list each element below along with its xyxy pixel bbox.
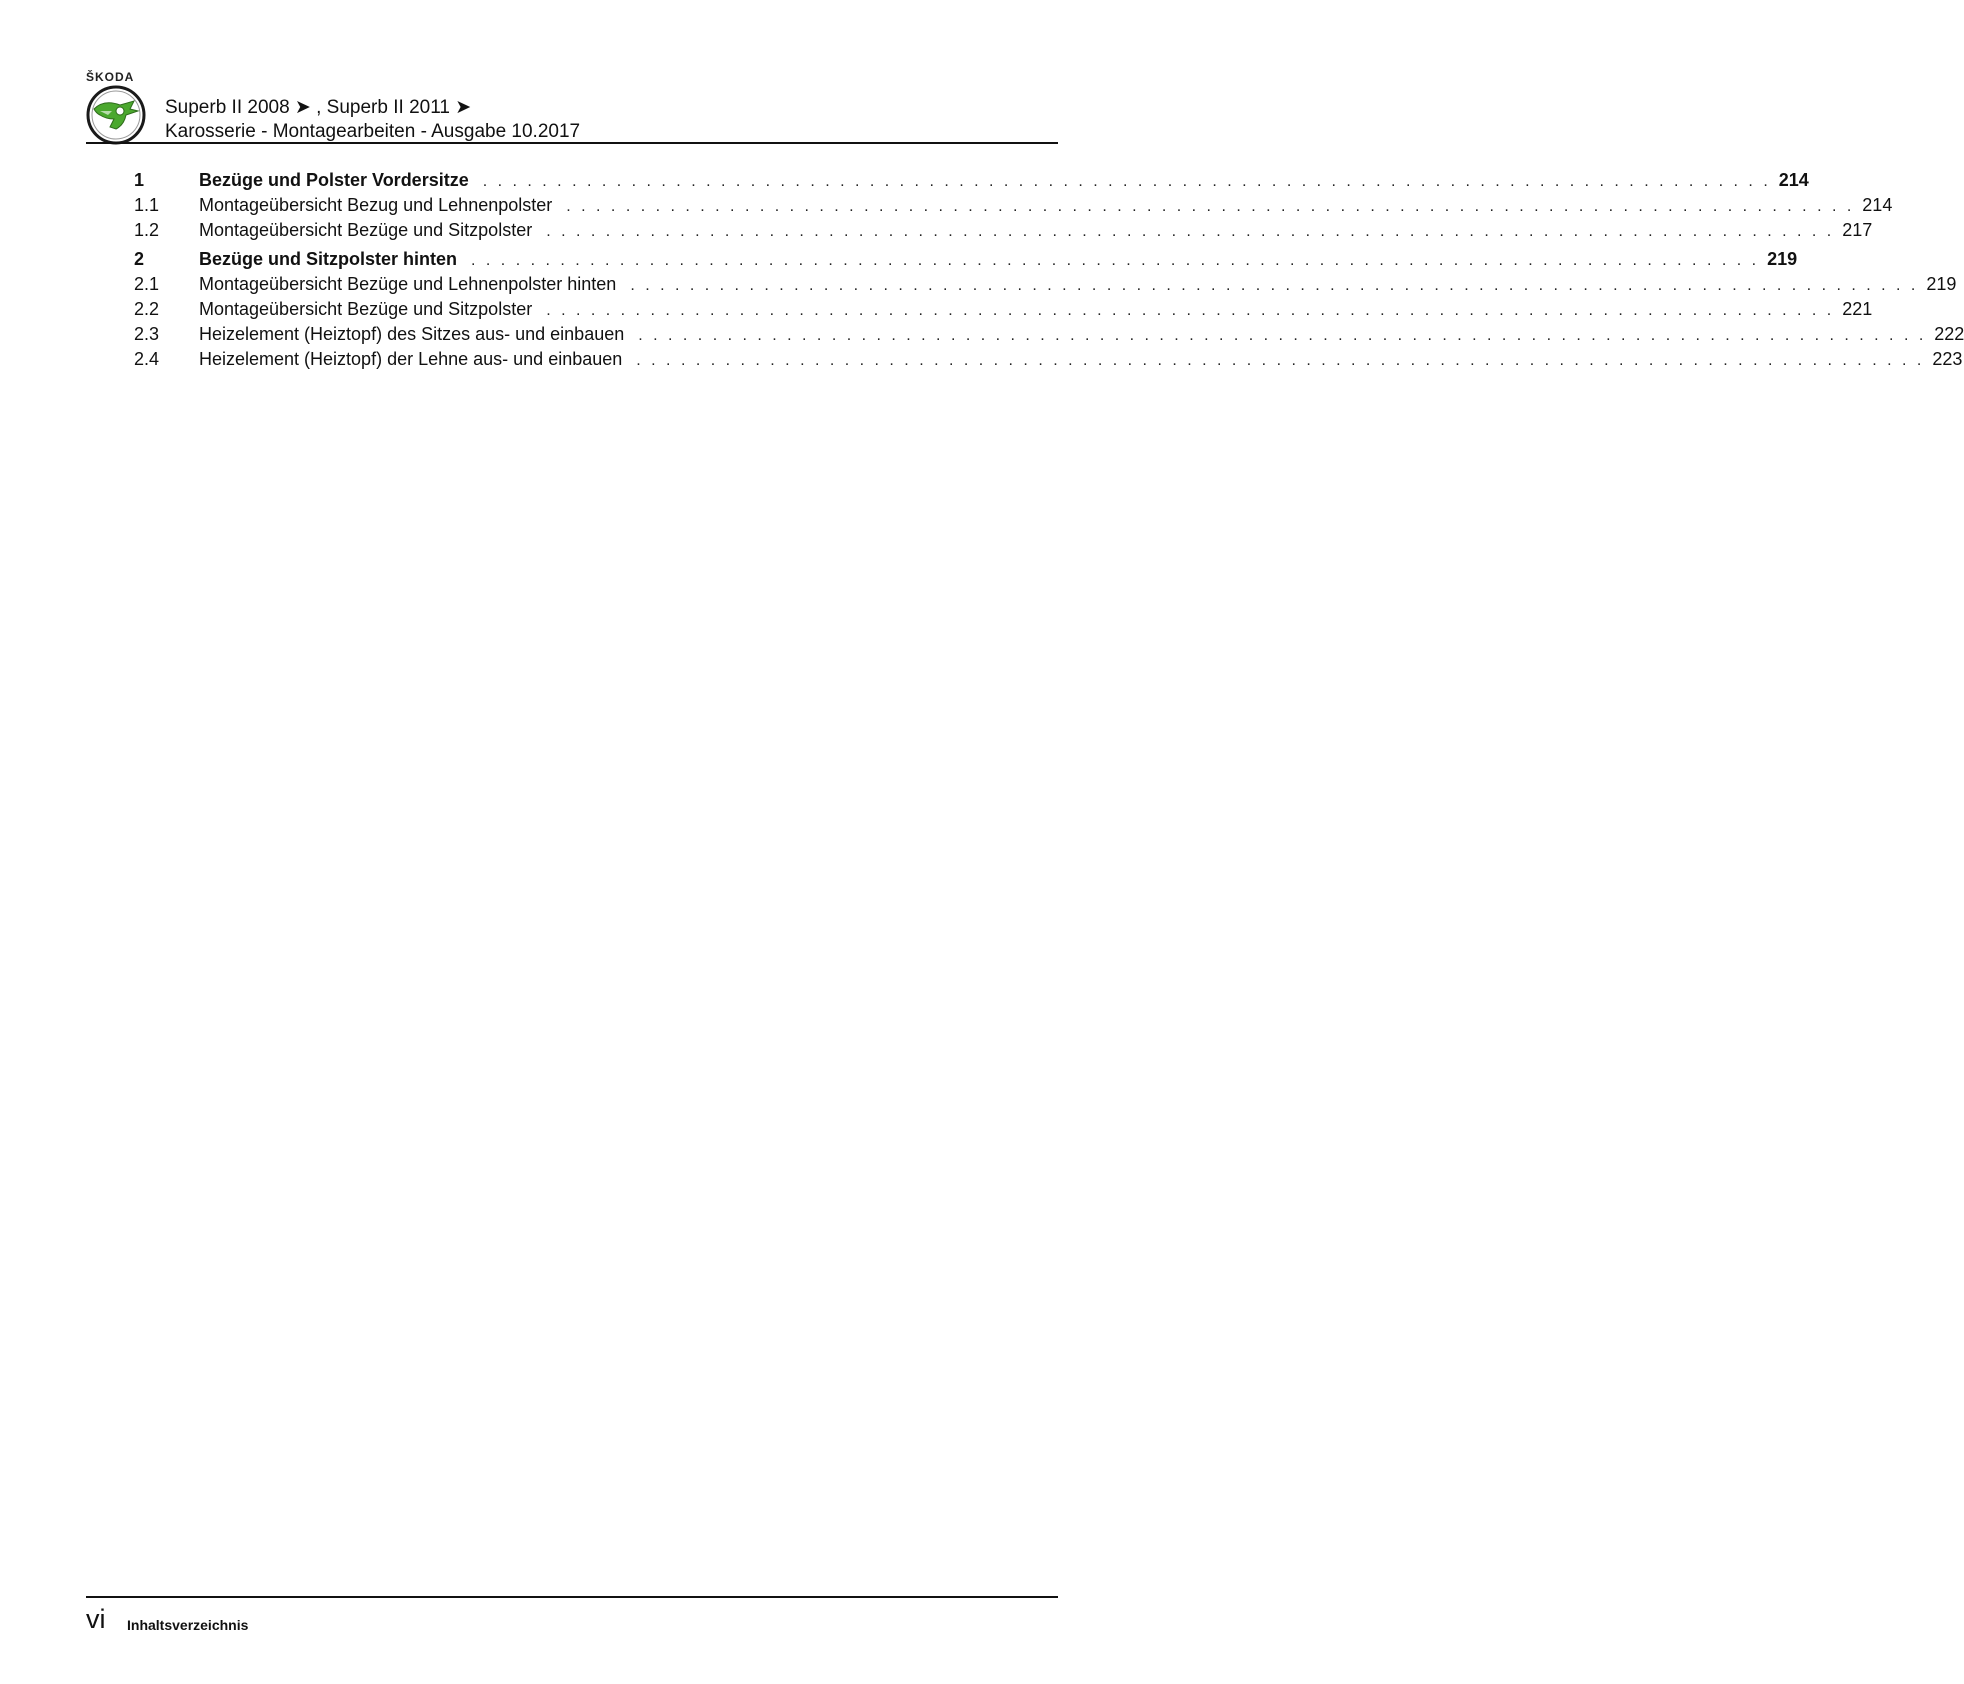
toc-entry-number: 2 — [134, 249, 145, 269]
toc-entry-title[interactable]: Montageübersicht Bezug und Lehnenpolster — [199, 195, 553, 215]
toc-entry-number: 1.1 — [134, 195, 160, 215]
toc-dot-leader: . . . . . . . . . . . . . . . . . . . . . . . . . . . . . . . . . . . . . . . . . . . . . . . . . . . . . . . . . . . . . . . . . . . . . . . . . . . . . . . . . . . . . . . — [566, 198, 1855, 215]
toc-entry-title[interactable]: Heizelement (Heiztopf) des Sitzes aus- und einbauen — [199, 324, 625, 344]
toc-entry[interactable] — [134, 220, 1873, 245]
toc-entry-page[interactable]: 214 — [1778, 170, 1809, 190]
toc-dot-leader: . . . . . . . . . . . . . . . . . . . . . . . . . . . . . . . . . . . . . . . . . . . . . . . . . . . . . . . . . . . . . . . . . . . . . . . . . . . . . . . . . . . . . . . — [630, 277, 1919, 294]
toc-entry[interactable] — [134, 349, 1963, 374]
toc-entry-page[interactable]: 221 — [1842, 299, 1873, 319]
toc-entry-number: 1 — [134, 170, 145, 190]
footer-page-number: vi — [86, 1604, 106, 1634]
toc-entry[interactable] — [134, 324, 1964, 349]
header-title: Superb II 2008 ➤ , Superb II 2011 ➤ — [165, 97, 472, 118]
brand-wordmark: ŠKODA — [86, 70, 135, 84]
toc-entry[interactable] — [134, 195, 1893, 220]
toc-dot-leader: . . . . . . . . . . . . . . . . . . . . . . . . . . . . . . . . . . . . . . . . . . . . . . . . . . . . . . . . . . . . . . . . . . . . . . . . . . . . . . . . . . . . . . . — [546, 223, 1835, 240]
toc-dot-leader: . . . . . . . . . . . . . . . . . . . . . . . . . . . . . . . . . . . . . . . . . . . . . . . . . . . . . . . . . . . . . . . . . . . . . . . . . . . . . . . . . . . . . . . — [638, 327, 1927, 344]
toc-entry-title[interactable]: Bezüge und Polster Vordersitze — [199, 170, 469, 190]
toc-entry-page[interactable]: 219 — [1767, 249, 1798, 269]
toc-entry-page[interactable]: 214 — [1862, 195, 1893, 215]
toc-entry-number: 1.2 — [134, 220, 160, 240]
footer-divider — [86, 1596, 1058, 1598]
toc-dot-leader: . . . . . . . . . . . . . . . . . . . . . . . . . . . . . . . . . . . . . . . . . . . . . . . . . . . . . . . . . . . . . . . . . . . . . . . . . . . . . . . . . . . . . . . — [482, 173, 1771, 190]
toc-dot-leader: . . . . . . . . . . . . . . . . . . . . . . . . . . . . . . . . . . . . . . . . . . . . . . . . . . . . . . . . . . . . . . . . . . . . . . . . . . . . . . . . . . . . . . . — [471, 252, 1760, 269]
toc-entry-title[interactable]: Montageübersicht Bezüge und Sitzpolster — [199, 299, 533, 319]
toc-entry-number: 2.3 — [134, 324, 160, 344]
toc-entry-title[interactable]: Montageübersicht Bezüge und Sitzpolster — [199, 220, 533, 240]
toc-dot-leader: . . . . . . . . . . . . . . . . . . . . . . . . . . . . . . . . . . . . . . . . . . . . . . . . . . . . . . . . . . . . . . . . . . . . . . . . . . . . . . . . . . . . . . . — [546, 302, 1835, 319]
toc-entry-title[interactable]: Heizelement (Heiztopf) der Lehne aus- und einbauen — [199, 349, 623, 369]
toc-entry-page[interactable]: 223 — [1932, 349, 1963, 369]
toc-entry[interactable] — [134, 274, 1957, 299]
footer-section-label: Inhaltsverzeichnis — [127, 1617, 249, 1633]
toc-entry-page[interactable]: 222 — [1934, 324, 1964, 344]
toc-entry[interactable] — [134, 249, 1798, 274]
header-subtitle: Karosserie - Montagearbeiten - Ausgabe 10.2017 — [165, 121, 581, 142]
skoda-logo-icon — [86, 85, 146, 145]
toc-entry-number: 2.1 — [134, 274, 160, 294]
toc-dot-leader: . . . . . . . . . . . . . . . . . . . . . . . . . . . . . . . . . . . . . . . . . . . . . . . . . . . . . . . . . . . . . . . . . . . . . . . . . . . . . . . . . . . . . . . — [636, 352, 1925, 369]
toc-entry-page[interactable]: 219 — [1926, 274, 1957, 294]
toc-entry-title[interactable]: Montageübersicht Bezüge und Lehnenpolster hinten — [199, 274, 617, 294]
header-divider — [86, 142, 1058, 144]
toc-entry-title[interactable]: Bezüge und Sitzpolster hinten — [199, 249, 458, 269]
toc-entry[interactable] — [134, 299, 1873, 324]
table-of-contents — [134, 170, 1964, 374]
toc-entry[interactable] — [134, 170, 1809, 195]
toc-entry-number: 2.2 — [134, 299, 160, 319]
toc-entry-page[interactable]: 217 — [1842, 220, 1873, 240]
toc-entry-number: 2.4 — [134, 349, 160, 369]
